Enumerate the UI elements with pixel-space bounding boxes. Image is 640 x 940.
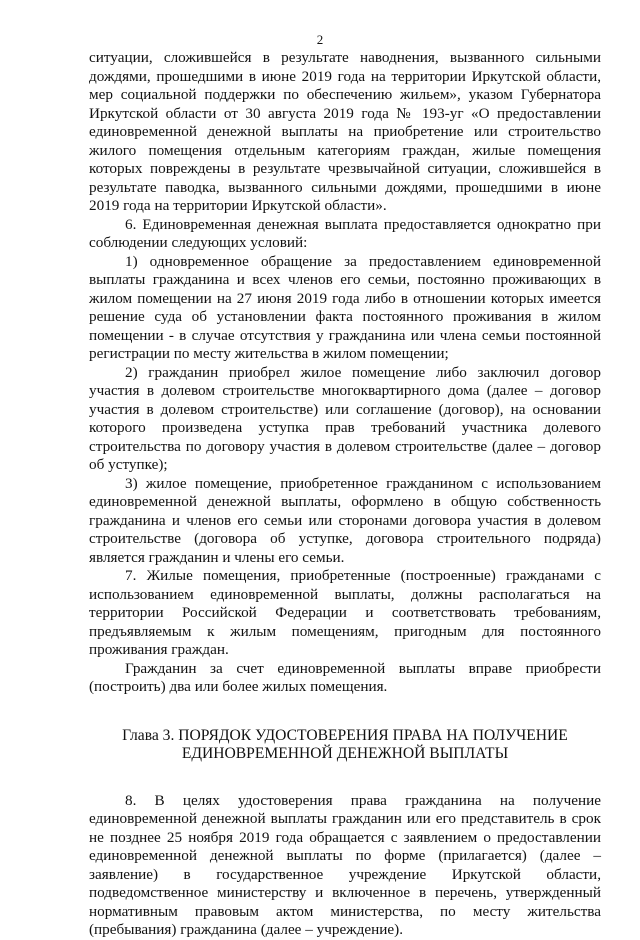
paragraph-multiple-dwellings: Гражданин за счет единовременной выплаты вправе приобрести (построить) два или более жилых помещения. (89, 659, 601, 695)
paragraph-item-8: 8. В целях удостоверения права гражданина на получение единовременной денежной выплаты гражданин или его представитель в срок не позднее 25 ноября 2019 года обращается с заявлением о предоставлении единовременной денежной выплаты по форме (прилагается) (далее – заявление) в государственное учреждение Иркутской области, подведомственное министерству и включенное в перечень, утвержденный нормативным правовым актом министерства, по месту жительства (пребывания) гражданина (далее – учреждение). (89, 791, 601, 938)
chapter-heading-line-2: ЕДИНОВРЕМЕННОЙ ДЕНЕЖНОЙ ВЫПЛАТЫ (181, 745, 509, 762)
paragraph-condition-3: 3) жилое помещение, приобретенное гражданином с использованием единовременной денежной выплаты, оформлено в общую собственность гражданина и членов его семьи или сторонами договора участия в долевом строительстве (договора об уступке, договора строительного подряда) является гражданин и члены его семьи. (89, 474, 601, 566)
paragraph-condition-1: 1) одновременное обращение за предоставлением единовременной выплаты гражданина и всех членов его семьи, постоянно проживающих в жилом помещении на 27 июня 2019 года либо в отношении которых имеется решение суда об установлении факта постоянного проживания в жилом помещении - в случае отсутствия у гражданина или члена семьи постоянной регистрации по месту жительства в жилом помещении; (89, 252, 601, 362)
page-number: 2 (316, 32, 324, 47)
paragraph-condition-2: 2) гражданин приобрел жилое помещение либо заключил договор участия в долевом строительстве многоквартирного дома (далее – договор участия в долевом строительстве) или соглашение (договор), на основании которого произведена уступка прав требований участника долевого строительства по договору участия в долевом строительстве (далее – договор об уступке); (89, 363, 601, 473)
paragraph-continuation: ситуации, сложившейся в результате наводнения, вызванного сильными дождями, прошедшими в июне 2019 года на территории Иркутской области, мер социальной поддержки по обеспечению жильем», указом Губернатора Иркутской области от 30 августа 2019 года № 193-уг «О предоставлении единовременной денежной выплаты на приобретение или строительство жилого помещения отдельным категориям граждан, жилые помещения которых повреждены в результате чрезвычайной ситуации, сложившейся в результате паводка, вызванного сильными дождями, прошедшими в июне 2019 года на территории Иркутской области». (89, 49, 601, 214)
paragraph-item-7: 7. Жилые помещения, приобретенные (построенные) гражданами с использованием единовременной выплаты, должны располагаться на территории Российской Федерации и соответствовать требованиям, предъявляемым к жилым помещениям, пригодным для постоянного проживания граждан. (89, 567, 601, 658)
chapter-heading (89, 727, 601, 764)
document-body (89, 49, 601, 940)
chapter-heading-line-1: Глава 3. ПОРЯДОК УДОСТОВЕРЕНИЯ ПРАВА НА ПОЛУЧЕНИЕ (122, 726, 568, 744)
paragraph-item-6: 6. Единовременная денежная выплата предоставляется однократно при соблюдении следующих условий: (89, 215, 601, 251)
